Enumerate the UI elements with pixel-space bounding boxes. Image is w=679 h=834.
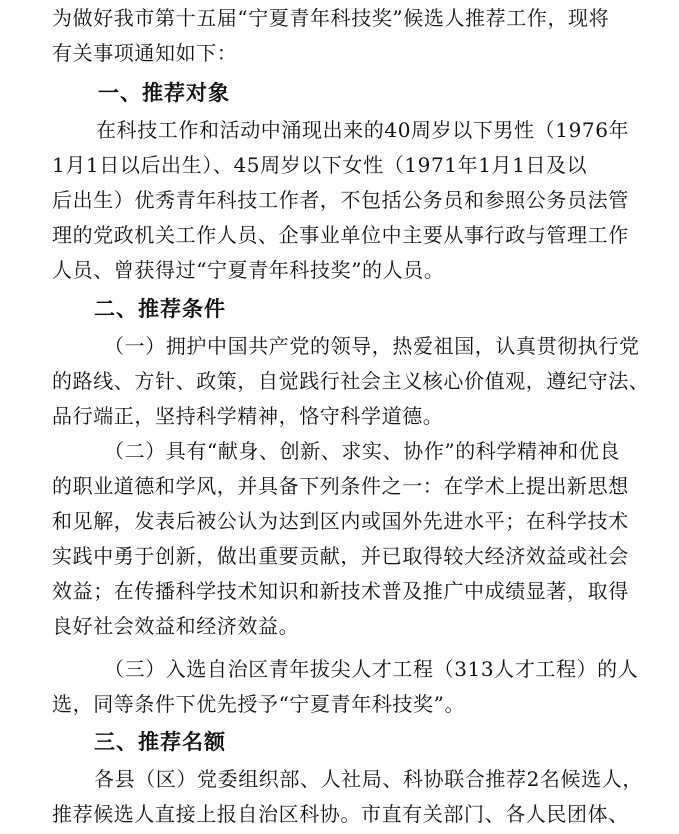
paragraph-line: 后出生）优秀青年科技工作者，不包括公务员和参照公务员法管 [52, 188, 629, 212]
paragraph-line: （一）拥护中国共产党的领导，热爱祖国，认真贯彻执行党 [104, 334, 640, 358]
paragraph-line: 品行端正，坚持科学精神，恪守科学道德。 [52, 404, 444, 428]
section-heading-recommendation-conditions: 二、推荐条件 [94, 297, 226, 321]
paragraph-line: 的职业道德和学风，并具备下列条件之一：在学术上提出新思想 [52, 474, 629, 498]
paragraph-line: 各县（区）党委组织部、人社局、科协联合推荐2名候选人， [94, 767, 643, 791]
paragraph-line: 推荐候选人直接上报自治区科协。市直有关部门、各人民团体、 [52, 802, 629, 826]
paragraph-line: （三）入选自治区青年拔尖人才工程（313人才工程）的人 [104, 657, 639, 681]
paragraph-line: 在科技工作和活动中涌现出来的40周岁以下男性（1976年 [96, 118, 630, 142]
paragraph-line: 良好社会效益和经济效益。 [52, 614, 300, 638]
paragraph-line: 实践中勇于创新，做出重要贡献，并已取得较大经济效益或社会 [52, 544, 629, 568]
section-heading-recommendation-quota: 三、推荐名额 [94, 730, 226, 754]
paragraph-line: 理的党政机关工作人员、企事业单位中主要从事行政与管理工作 [52, 223, 629, 247]
paragraph-line: 的路线、方针、政策，自觉践行社会主义核心价值观，遵纪守法、 [52, 369, 650, 393]
section-heading-recommendation-target: 一、推荐对象 [98, 81, 230, 105]
intro-line: 有关事项通知如下： [52, 41, 238, 65]
paragraph-line: 选，同等条件下优先授予“宁夏青年科技奖”。 [52, 692, 466, 716]
paragraph-line: （二）具有“献身、创新、求实、协作”的科学精神和优良 [104, 439, 621, 463]
paragraph-line: 和见解，发表后被公认为达到区内或国外先进水平；在科学技术 [52, 509, 629, 533]
paragraph-line: 效益；在传播科学技术知识和新技术普及推广中成绩显著，取得 [52, 579, 629, 603]
paragraph-line: 1月1日以后出生）、45周岁以下女性（1971年1月1日及以 [52, 153, 588, 177]
paragraph-line: 人员、曾获得过“宁夏青年科技奖”的人员。 [52, 258, 445, 282]
intro-line: 为做好我市第十五届“宁夏青年科技奖”候选人推荐工作，现将 [52, 6, 610, 30]
